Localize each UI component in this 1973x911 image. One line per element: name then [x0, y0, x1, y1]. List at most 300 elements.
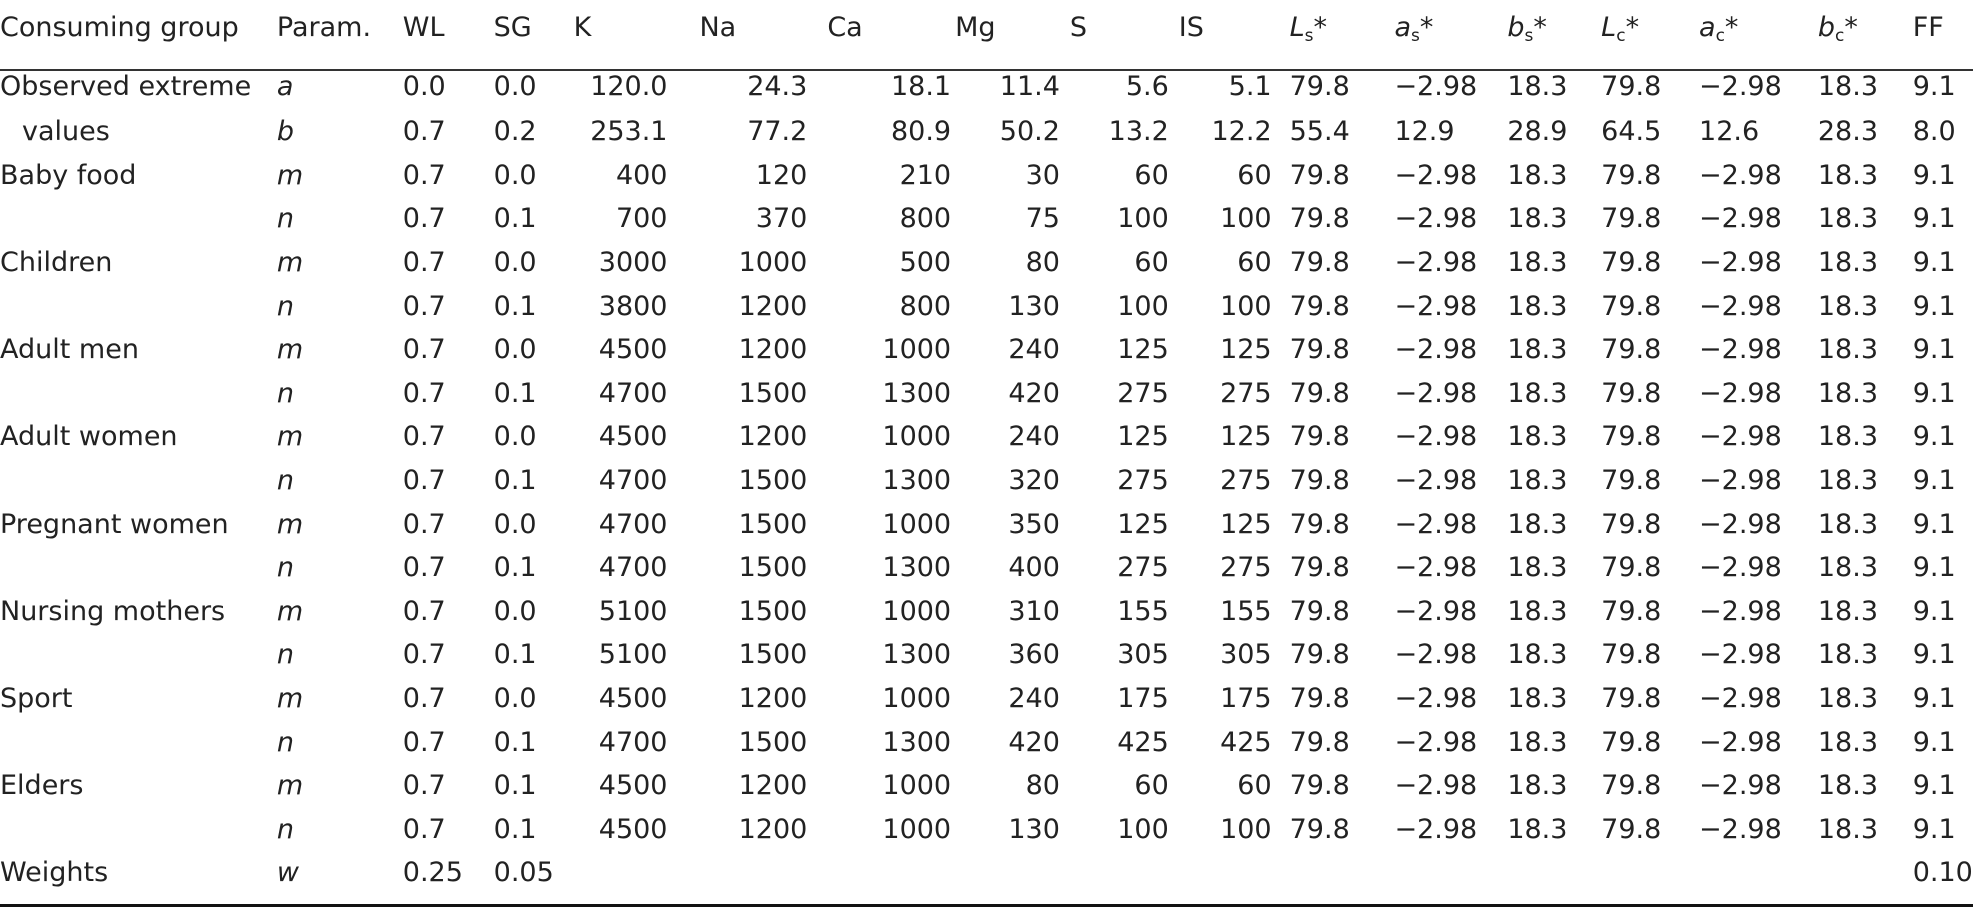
cell-ff: 9.1: [1912, 770, 1956, 802]
cell-param: m: [276, 159, 304, 191]
cell-ff: 9.1: [1912, 334, 1956, 366]
table-body: [0, 52, 1973, 895]
cell-param: n: [276, 377, 295, 409]
cell-na: 1200: [738, 334, 808, 366]
col-header-mg: Mg: [955, 11, 996, 43]
cell-is: 100: [1220, 290, 1272, 322]
cell-mg: 310: [1008, 595, 1060, 627]
cell-group: Adult women: [0, 421, 178, 453]
cell-sg: 0.1: [493, 726, 537, 758]
cell-ca: 1000: [882, 508, 952, 540]
cell-wl: 0.7: [402, 770, 446, 802]
cell-is: 305: [1220, 639, 1272, 671]
cell-ca: 1000: [882, 595, 952, 627]
cell-mg: 240: [1008, 683, 1060, 715]
cell-param: n: [276, 813, 295, 845]
cell-as: −2.98: [1394, 508, 1478, 540]
cell-mg: 360: [1008, 639, 1060, 671]
cell-bs: [1507, 851, 1601, 895]
cell-k: 253.1: [590, 116, 668, 148]
cell-bs: 18.3: [1507, 465, 1568, 497]
cell-ls: 79.8: [1289, 70, 1350, 102]
cell-ac: −2.98: [1699, 421, 1782, 453]
cell-bc: 18.3: [1817, 813, 1878, 845]
cell-group: values: [22, 116, 110, 148]
cell-ac: −2.98: [1699, 813, 1782, 845]
cell-bs: 18.3: [1507, 813, 1568, 845]
cell-bs: 18.3: [1507, 770, 1568, 802]
cell-bc: 18.3: [1817, 770, 1878, 802]
col-header-bc-star: *: [1844, 11, 1858, 43]
cell-sg: 0.1: [493, 813, 537, 845]
cell-sg: 0.0: [493, 159, 537, 191]
cell-mg: 50.2: [999, 116, 1060, 148]
cell-lc: 79.8: [1601, 639, 1662, 671]
cell-param: a: [276, 70, 294, 102]
cell-k: 120.0: [590, 70, 668, 102]
cell-ls: 79.8: [1289, 247, 1350, 279]
cell-param: b: [276, 116, 295, 148]
cell-bs: 18.3: [1507, 726, 1568, 758]
table-row: [0, 241, 1973, 285]
cell-ff: 9.1: [1912, 726, 1956, 758]
cell-as: −2.98: [1394, 159, 1478, 191]
cell-mg: [955, 851, 1070, 895]
cell-ls: 79.8: [1289, 683, 1350, 715]
cell-param: m: [276, 334, 304, 366]
cell-param: w: [276, 857, 299, 889]
cell-mg: 240: [1008, 421, 1060, 453]
cell-mg: 350: [1008, 508, 1060, 540]
cell-s: 275: [1117, 552, 1169, 584]
cell-ff: 9.1: [1912, 595, 1956, 627]
cell-lc: 79.8: [1601, 377, 1662, 409]
cell-as: −2.98: [1394, 377, 1478, 409]
cell-k: 4500: [598, 334, 668, 366]
cell-ca: 80.9: [890, 116, 952, 148]
cell-is: 175: [1220, 683, 1272, 715]
cell-ff: 9.1: [1912, 465, 1956, 497]
col-header-ls-star: *: [1313, 11, 1328, 43]
cell-group: Sport: [0, 683, 73, 715]
cell-ff: 9.1: [1912, 552, 1956, 584]
cell-ac: −2.98: [1699, 334, 1782, 366]
cell-ls: 79.8: [1289, 508, 1350, 540]
cell-ac: −2.98: [1699, 770, 1782, 802]
col-header-lc: [1601, 0, 1699, 52]
col-header-ac-sub: c: [1715, 25, 1725, 46]
table-row: [0, 110, 1973, 154]
cell-wl: 0.7: [402, 334, 446, 366]
table-row: [0, 677, 1973, 721]
cell-sg: 0.0: [493, 508, 537, 540]
cell-ff: 9.1: [1912, 683, 1956, 715]
cell-ac: −2.98: [1699, 683, 1782, 715]
cell-ca: [827, 851, 955, 895]
cell-ac: −2.98: [1699, 203, 1782, 235]
cell-ls: [1290, 851, 1395, 895]
col-header-bs-star: *: [1533, 11, 1547, 43]
cell-ca: 500: [899, 247, 952, 279]
cell-param: n: [276, 552, 295, 584]
cell-ac: −2.98: [1699, 639, 1782, 671]
cell-is: 100: [1220, 203, 1272, 235]
col-header-as-star: *: [1419, 11, 1434, 43]
cell-is: 60: [1237, 159, 1272, 191]
cell-k: 4700: [598, 465, 668, 497]
cell-lc: 79.8: [1601, 334, 1662, 366]
cell-na: 1500: [738, 508, 808, 540]
cell-ff: 0.10: [1912, 857, 1973, 889]
cell-as: −2.98: [1394, 639, 1478, 671]
cell-bs: 18.3: [1507, 70, 1568, 102]
cell-as: −2.98: [1394, 203, 1478, 235]
cell-lc: 79.8: [1601, 683, 1662, 715]
cell-na: 1200: [738, 683, 808, 715]
cell-as: 12.9: [1394, 116, 1455, 148]
cell-ls: 79.8: [1289, 639, 1350, 671]
cell-sg: 0.0: [493, 595, 537, 627]
cell-ff: 9.1: [1912, 290, 1956, 322]
cell-as: −2.98: [1394, 465, 1478, 497]
cell-as: −2.98: [1394, 683, 1478, 715]
cell-bc: 18.3: [1817, 247, 1878, 279]
cell-is: 275: [1220, 552, 1272, 584]
cell-is: 275: [1220, 465, 1272, 497]
cell-mg: 130: [1008, 290, 1060, 322]
cell-wl: 0.7: [402, 203, 446, 235]
table-row: [0, 851, 1973, 895]
cell-group: [0, 633, 277, 677]
cell-param: m: [276, 508, 304, 540]
cell-ls: 79.8: [1289, 203, 1350, 235]
cell-ff: 9.1: [1912, 639, 1956, 671]
cell-wl: 0.7: [402, 377, 446, 409]
cell-s: 275: [1117, 377, 1169, 409]
cell-ls: 79.8: [1289, 770, 1350, 802]
cell-ls: 79.8: [1289, 726, 1350, 758]
col-header-ff: FF: [1912, 11, 1944, 43]
cell-param: m: [276, 683, 304, 715]
cell-as: −2.98: [1394, 552, 1478, 584]
table-row: [0, 633, 1973, 677]
cell-bs: 18.3: [1507, 683, 1568, 715]
cell-ls: 79.8: [1289, 552, 1350, 584]
cell-sg: 0.1: [493, 552, 537, 584]
cell-ca: 1300: [882, 377, 952, 409]
col-header-ac-main: a: [1699, 11, 1716, 43]
col-header-as-sub: s: [1410, 25, 1420, 46]
cell-group: [0, 808, 277, 852]
cell-sg: 0.0: [493, 421, 537, 453]
cell-sg: 0.1: [493, 377, 537, 409]
cell-param: n: [276, 726, 295, 758]
cell-k: 4500: [598, 683, 668, 715]
cell-ff: 8.0: [1912, 116, 1956, 148]
col-header-group: Consuming group: [0, 11, 239, 43]
cell-ca: 210: [899, 159, 952, 191]
cell-s: 125: [1117, 508, 1169, 540]
cell-s: 5.6: [1125, 70, 1169, 102]
cell-ca: 1000: [882, 683, 952, 715]
table-row: [0, 459, 1973, 503]
cell-mg: 80: [1025, 770, 1060, 802]
cell-ls: 79.8: [1289, 377, 1350, 409]
cell-sg: 0.1: [493, 203, 537, 235]
cell-group: Weights: [0, 857, 109, 889]
cell-s: 60: [1134, 247, 1169, 279]
col-header-is: IS: [1178, 11, 1204, 43]
col-header-bc-main: b: [1817, 11, 1836, 43]
cell-bs: 18.3: [1507, 247, 1568, 279]
cell-ff: 9.1: [1912, 421, 1956, 453]
cell-ff: 9.1: [1912, 159, 1956, 191]
cell-sg: 0.05: [493, 857, 554, 889]
cell-na: 1500: [738, 639, 808, 671]
cell-sg: 0.0: [493, 247, 537, 279]
cell-lc: 79.8: [1601, 770, 1662, 802]
cell-bc: 18.3: [1817, 508, 1878, 540]
cell-lc: 79.8: [1601, 552, 1662, 584]
cell-ac: −2.98: [1699, 377, 1782, 409]
cell-mg: 420: [1008, 377, 1060, 409]
cell-sg: 0.2: [493, 116, 537, 148]
cell-wl: 0.7: [402, 421, 446, 453]
cell-is: 125: [1220, 421, 1272, 453]
cell-lc: 79.8: [1601, 726, 1662, 758]
cell-mg: 420: [1008, 726, 1060, 758]
cell-na: 1200: [738, 290, 808, 322]
cell-ac: −2.98: [1699, 465, 1782, 497]
cell-wl: 0.7: [402, 726, 446, 758]
cell-wl: 0.7: [402, 508, 446, 540]
cell-ca: 1300: [882, 465, 952, 497]
cell-mg: 30: [1025, 159, 1060, 191]
cell-mg: 75: [1025, 203, 1060, 235]
col-header-bs-sub: s: [1524, 25, 1534, 46]
cell-param: n: [276, 639, 295, 671]
cell-bc: 18.3: [1817, 70, 1878, 102]
cell-group: Observed extreme: [0, 70, 252, 102]
cell-param: n: [276, 465, 295, 497]
cell-wl: 0.7: [402, 639, 446, 671]
cell-na: 1500: [738, 595, 808, 627]
table-row: [0, 546, 1973, 590]
col-header-lc-sub: c: [1616, 25, 1626, 46]
cell-sg: 0.1: [493, 639, 537, 671]
cell-na: [699, 851, 827, 895]
cell-ls: 55.4: [1289, 116, 1350, 148]
cell-ff: 9.1: [1912, 377, 1956, 409]
cell-bc: 18.3: [1817, 377, 1878, 409]
cell-bc: 18.3: [1817, 465, 1878, 497]
cell-na: 77.2: [747, 116, 808, 148]
cell-group: Children: [0, 247, 113, 279]
cell-s: 125: [1117, 334, 1169, 366]
cell-mg: 11.4: [999, 70, 1060, 102]
cell-bc: 18.3: [1817, 334, 1878, 366]
cell-ac: −2.98: [1699, 247, 1782, 279]
cell-mg: 130: [1008, 813, 1060, 845]
cell-wl: 0.25: [402, 857, 463, 889]
cell-ls: 79.8: [1289, 421, 1350, 453]
cell-bs: 18.3: [1507, 552, 1568, 584]
cell-s: 60: [1134, 770, 1169, 802]
cell-group: [0, 459, 277, 503]
cell-param: n: [276, 290, 295, 322]
table-row: [0, 590, 1973, 634]
cell-lc: 79.8: [1601, 70, 1662, 102]
cell-is: 60: [1237, 770, 1272, 802]
cell-group: Baby food: [0, 159, 137, 191]
cell-ca: 800: [899, 203, 952, 235]
cell-bc: 18.3: [1817, 683, 1878, 715]
cell-wl: 0.7: [402, 595, 446, 627]
cell-k: 700: [615, 203, 668, 235]
cell-lc: 79.8: [1601, 465, 1662, 497]
cell-k: 3000: [598, 247, 668, 279]
cell-group: [0, 372, 277, 416]
cell-ac: −2.98: [1699, 508, 1782, 540]
cell-k: 4700: [598, 726, 668, 758]
col-header-as-main: a: [1394, 11, 1411, 43]
cell-is: 12.2: [1211, 116, 1272, 148]
cell-lc: 64.5: [1601, 116, 1662, 148]
col-header-bc-sub: c: [1835, 25, 1845, 46]
cell-k: 4700: [598, 552, 668, 584]
cell-ac: −2.98: [1699, 726, 1782, 758]
cell-s: 155: [1117, 595, 1169, 627]
cell-group: Elders: [0, 770, 84, 802]
cell-bs: 18.3: [1507, 639, 1568, 671]
col-header-ac-star: *: [1724, 11, 1739, 43]
cell-ac: [1699, 851, 1818, 895]
col-header-ls-main: L: [1289, 11, 1305, 43]
cell-bc: 18.3: [1817, 159, 1878, 191]
cell-mg: 400: [1008, 552, 1060, 584]
cell-bc: [1818, 851, 1913, 895]
cell-ca: 1300: [882, 639, 952, 671]
table-row: [0, 502, 1973, 546]
col-header-ls-sub: s: [1304, 25, 1314, 46]
cell-bs: 18.3: [1507, 334, 1568, 366]
cell-na: 24.3: [747, 70, 808, 102]
cell-group: [0, 284, 277, 328]
cell-wl: 0.0: [402, 70, 446, 102]
cell-na: 1500: [738, 465, 808, 497]
cell-ff: 9.1: [1912, 247, 1956, 279]
col-header-k: K: [573, 11, 592, 43]
cell-is: 155: [1220, 595, 1272, 627]
cell-k: 4500: [598, 813, 668, 845]
cell-bc: 18.3: [1817, 639, 1878, 671]
col-header-wl: WL: [402, 11, 445, 43]
cell-sg: 0.1: [493, 770, 537, 802]
cell-k: 400: [615, 159, 668, 191]
col-header-lc-main: L: [1601, 11, 1617, 43]
cell-bc: 18.3: [1817, 203, 1878, 235]
cell-k: 5100: [598, 595, 668, 627]
cell-is: 5.1: [1228, 70, 1272, 102]
cell-bs: 18.3: [1507, 421, 1568, 453]
cell-na: 370: [755, 203, 808, 235]
cell-ls: 79.8: [1289, 159, 1350, 191]
cell-ca: 1000: [882, 421, 952, 453]
cell-group: [0, 197, 277, 241]
col-header-na: Na: [699, 11, 737, 43]
cell-is: 425: [1220, 726, 1272, 758]
cell-group: [0, 546, 277, 590]
col-header-lc-star: *: [1625, 11, 1640, 43]
cell-ls: 79.8: [1289, 290, 1350, 322]
cell-sg: 0.1: [493, 465, 537, 497]
cell-lc: 79.8: [1601, 290, 1662, 322]
cell-is: 60: [1237, 247, 1272, 279]
cell-mg: 240: [1008, 334, 1060, 366]
cell-as: −2.98: [1394, 770, 1478, 802]
cell-wl: 0.7: [402, 813, 446, 845]
col-header-ca: Ca: [827, 11, 863, 43]
cell-lc: 79.8: [1601, 159, 1662, 191]
col-header-s: S: [1069, 11, 1088, 43]
cell-k: 4500: [598, 421, 668, 453]
cell-lc: 79.8: [1601, 421, 1662, 453]
cell-as: −2.98: [1394, 334, 1478, 366]
cell-s: 425: [1117, 726, 1169, 758]
cell-wl: 0.7: [402, 116, 446, 148]
cell-lc: [1601, 851, 1699, 895]
cell-group: Nursing mothers: [0, 595, 226, 627]
table-row: [0, 808, 1973, 852]
table-row: [0, 52, 1973, 110]
cell-as: −2.98: [1394, 290, 1478, 322]
cell-bc: 18.3: [1817, 421, 1878, 453]
cell-param: m: [276, 421, 304, 453]
cell-bs: 28.9: [1507, 116, 1568, 148]
cell-as: −2.98: [1394, 726, 1478, 758]
cell-k: [574, 851, 700, 895]
cell-na: 1000: [738, 247, 808, 279]
cell-k: 4700: [598, 377, 668, 409]
cell-s: 275: [1117, 465, 1169, 497]
cell-ls: 79.8: [1289, 595, 1350, 627]
cell-as: −2.98: [1394, 813, 1478, 845]
col-header-sg: SG: [493, 11, 532, 43]
cell-na: 1200: [738, 421, 808, 453]
cell-s: [1070, 851, 1179, 895]
cell-na: 1500: [738, 726, 808, 758]
cell-ff: 9.1: [1912, 813, 1956, 845]
cell-bc: 28.3: [1817, 116, 1878, 148]
table-row: [0, 154, 1973, 198]
cell-ff: 9.1: [1912, 508, 1956, 540]
cell-ca: 1000: [882, 770, 952, 802]
cell-bs: 18.3: [1507, 377, 1568, 409]
cell-s: 100: [1117, 813, 1169, 845]
table-row: [0, 328, 1973, 372]
col-header-ac: [1699, 0, 1818, 52]
cell-ff: 9.1: [1912, 203, 1956, 235]
cell-s: 100: [1117, 203, 1169, 235]
cell-mg: 80: [1025, 247, 1060, 279]
cell-bs: 18.3: [1507, 203, 1568, 235]
cell-s: 305: [1117, 639, 1169, 671]
cell-wl: 0.7: [402, 683, 446, 715]
cell-sg: 0.1: [493, 290, 537, 322]
cell-lc: 79.8: [1601, 595, 1662, 627]
cell-s: 13.2: [1108, 116, 1169, 148]
cell-lc: 79.8: [1601, 813, 1662, 845]
